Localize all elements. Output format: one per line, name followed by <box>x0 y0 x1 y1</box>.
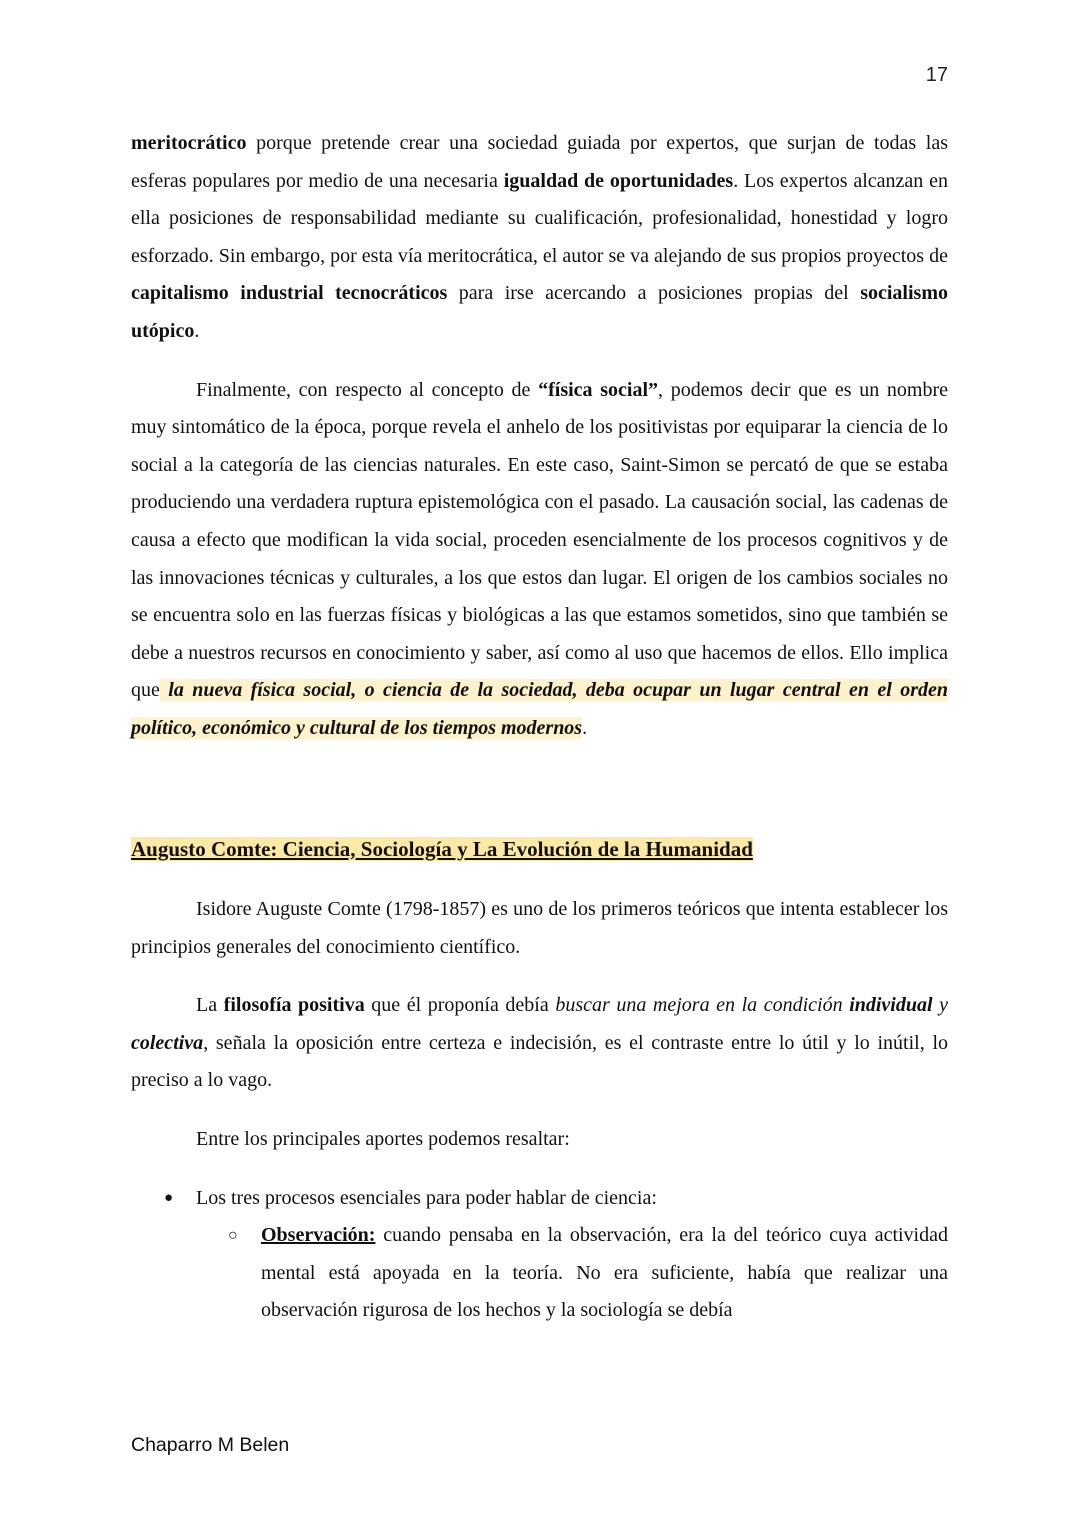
paragraph-meritocratico <box>131 125 948 351</box>
bold-italic-term: individual <box>849 994 933 1017</box>
paragraph-comte-intro: Isidore Auguste Comte (1798-1857) es uno de los primeros teóricos que intenta establecer los principios generales del conocimiento científico. <box>131 898 948 958</box>
text-run: , podemos decir que es un nombre muy sintomático de la época, porque revela el anhelo de los positivistas por equiparar la ciencia de lo social a la categoría de las ciencias naturales. En este caso, Saint-Simon se percató de que se estaba produciendo una verdadera ruptura epistemológica con el pasado. La causación social, las cadenas de causa a efecto que modifican la vida social, proceden esencialmente de los procesos cognitivos y de las innovaciones técnicas y culturales, a los que estos dan lugar. El origen de los cambios sociales no se encuentra solo en las fuerzas físicas y biológicas a las que estamos sometidos, sino que también se debe a nuestros recursos en conocimiento y saber, así como al uso que hacemos de ellos. Ello implica que <box>131 378 948 702</box>
text-run: para irse acercando a posiciones propias del <box>447 282 861 305</box>
paragraph-filosofia-positiva <box>131 987 948 1100</box>
paragraph-aportes: Entre los principales aportes podemos resaltar: <box>196 1128 570 1151</box>
page-footer: Chaparro M Belen <box>131 1434 290 1456</box>
italic-text: y <box>932 994 949 1017</box>
bold-italic-term: colectiva <box>131 1031 204 1054</box>
sub-bullet-label: Observación: <box>261 1224 376 1247</box>
bullet-list <box>131 1180 948 1330</box>
paragraph-fisica-social <box>131 372 948 748</box>
bold-term: meritocrático <box>131 132 247 154</box>
bold-term: filosofía positiva <box>223 994 365 1017</box>
sub-list-item <box>196 1217 948 1330</box>
list-item <box>131 1180 948 1330</box>
text-run: . <box>582 716 588 739</box>
bold-term: igualdad de oportunidades <box>503 169 734 192</box>
text-run: . <box>194 319 200 342</box>
section-heading-container <box>131 831 948 870</box>
sub-bullet-text: cuando pensaba en la observación, era la del teórico cuya actividad mental está apoyada en la teoría. No era suficiente, había que realizar una observación rigurosa de los hechos y la sociología se debía <box>261 1224 948 1322</box>
section-heading: Augusto Comte: Ciencia, Sociología y La Evolución de la Humanidad <box>131 836 753 861</box>
text-run: La <box>196 994 224 1017</box>
bold-term: “física social” <box>538 378 659 401</box>
bold-term: capitalismo industrial tecnocráticos <box>131 282 448 305</box>
page-number: 17 <box>925 64 948 86</box>
text-run: . Los expertos alcanzan en ella posiciones de responsabilidad mediante su cualificación, profesionalidad, honestidad y logro esforzado. Sin embargo, por esta vía meritocrática, el autor se va alejando de sus propios proyectos de <box>131 169 948 267</box>
document-body <box>131 125 948 1330</box>
text-run: Finalmente, con respecto al concepto de <box>196 378 539 401</box>
bold-term: socialismo utópico <box>131 282 948 342</box>
highlighted-quote-text: la nueva física social, o ciencia de la sociedad, deba ocupar un lugar central en el orden político, económico y cultural de los tiempos modernos <box>131 679 948 739</box>
sub-bullet-list <box>196 1217 948 1330</box>
italic-text: buscar una mejora en la condición <box>555 994 850 1017</box>
text-run: porque pretende crear una sociedad guiada por expertos, que surjan de todas las esferas populares por medio de una necesaria <box>131 132 948 192</box>
text-run: , señala la oposición entre certeza e indecisión, es el contraste entre lo útil y lo inútil, lo preciso a lo vago. <box>131 1031 948 1092</box>
text-run: que él proponía debía <box>364 994 556 1017</box>
highlighted-quote <box>131 679 948 739</box>
bullet-text: Los tres procesos esenciales para poder hablar de ciencia: <box>196 1186 657 1209</box>
